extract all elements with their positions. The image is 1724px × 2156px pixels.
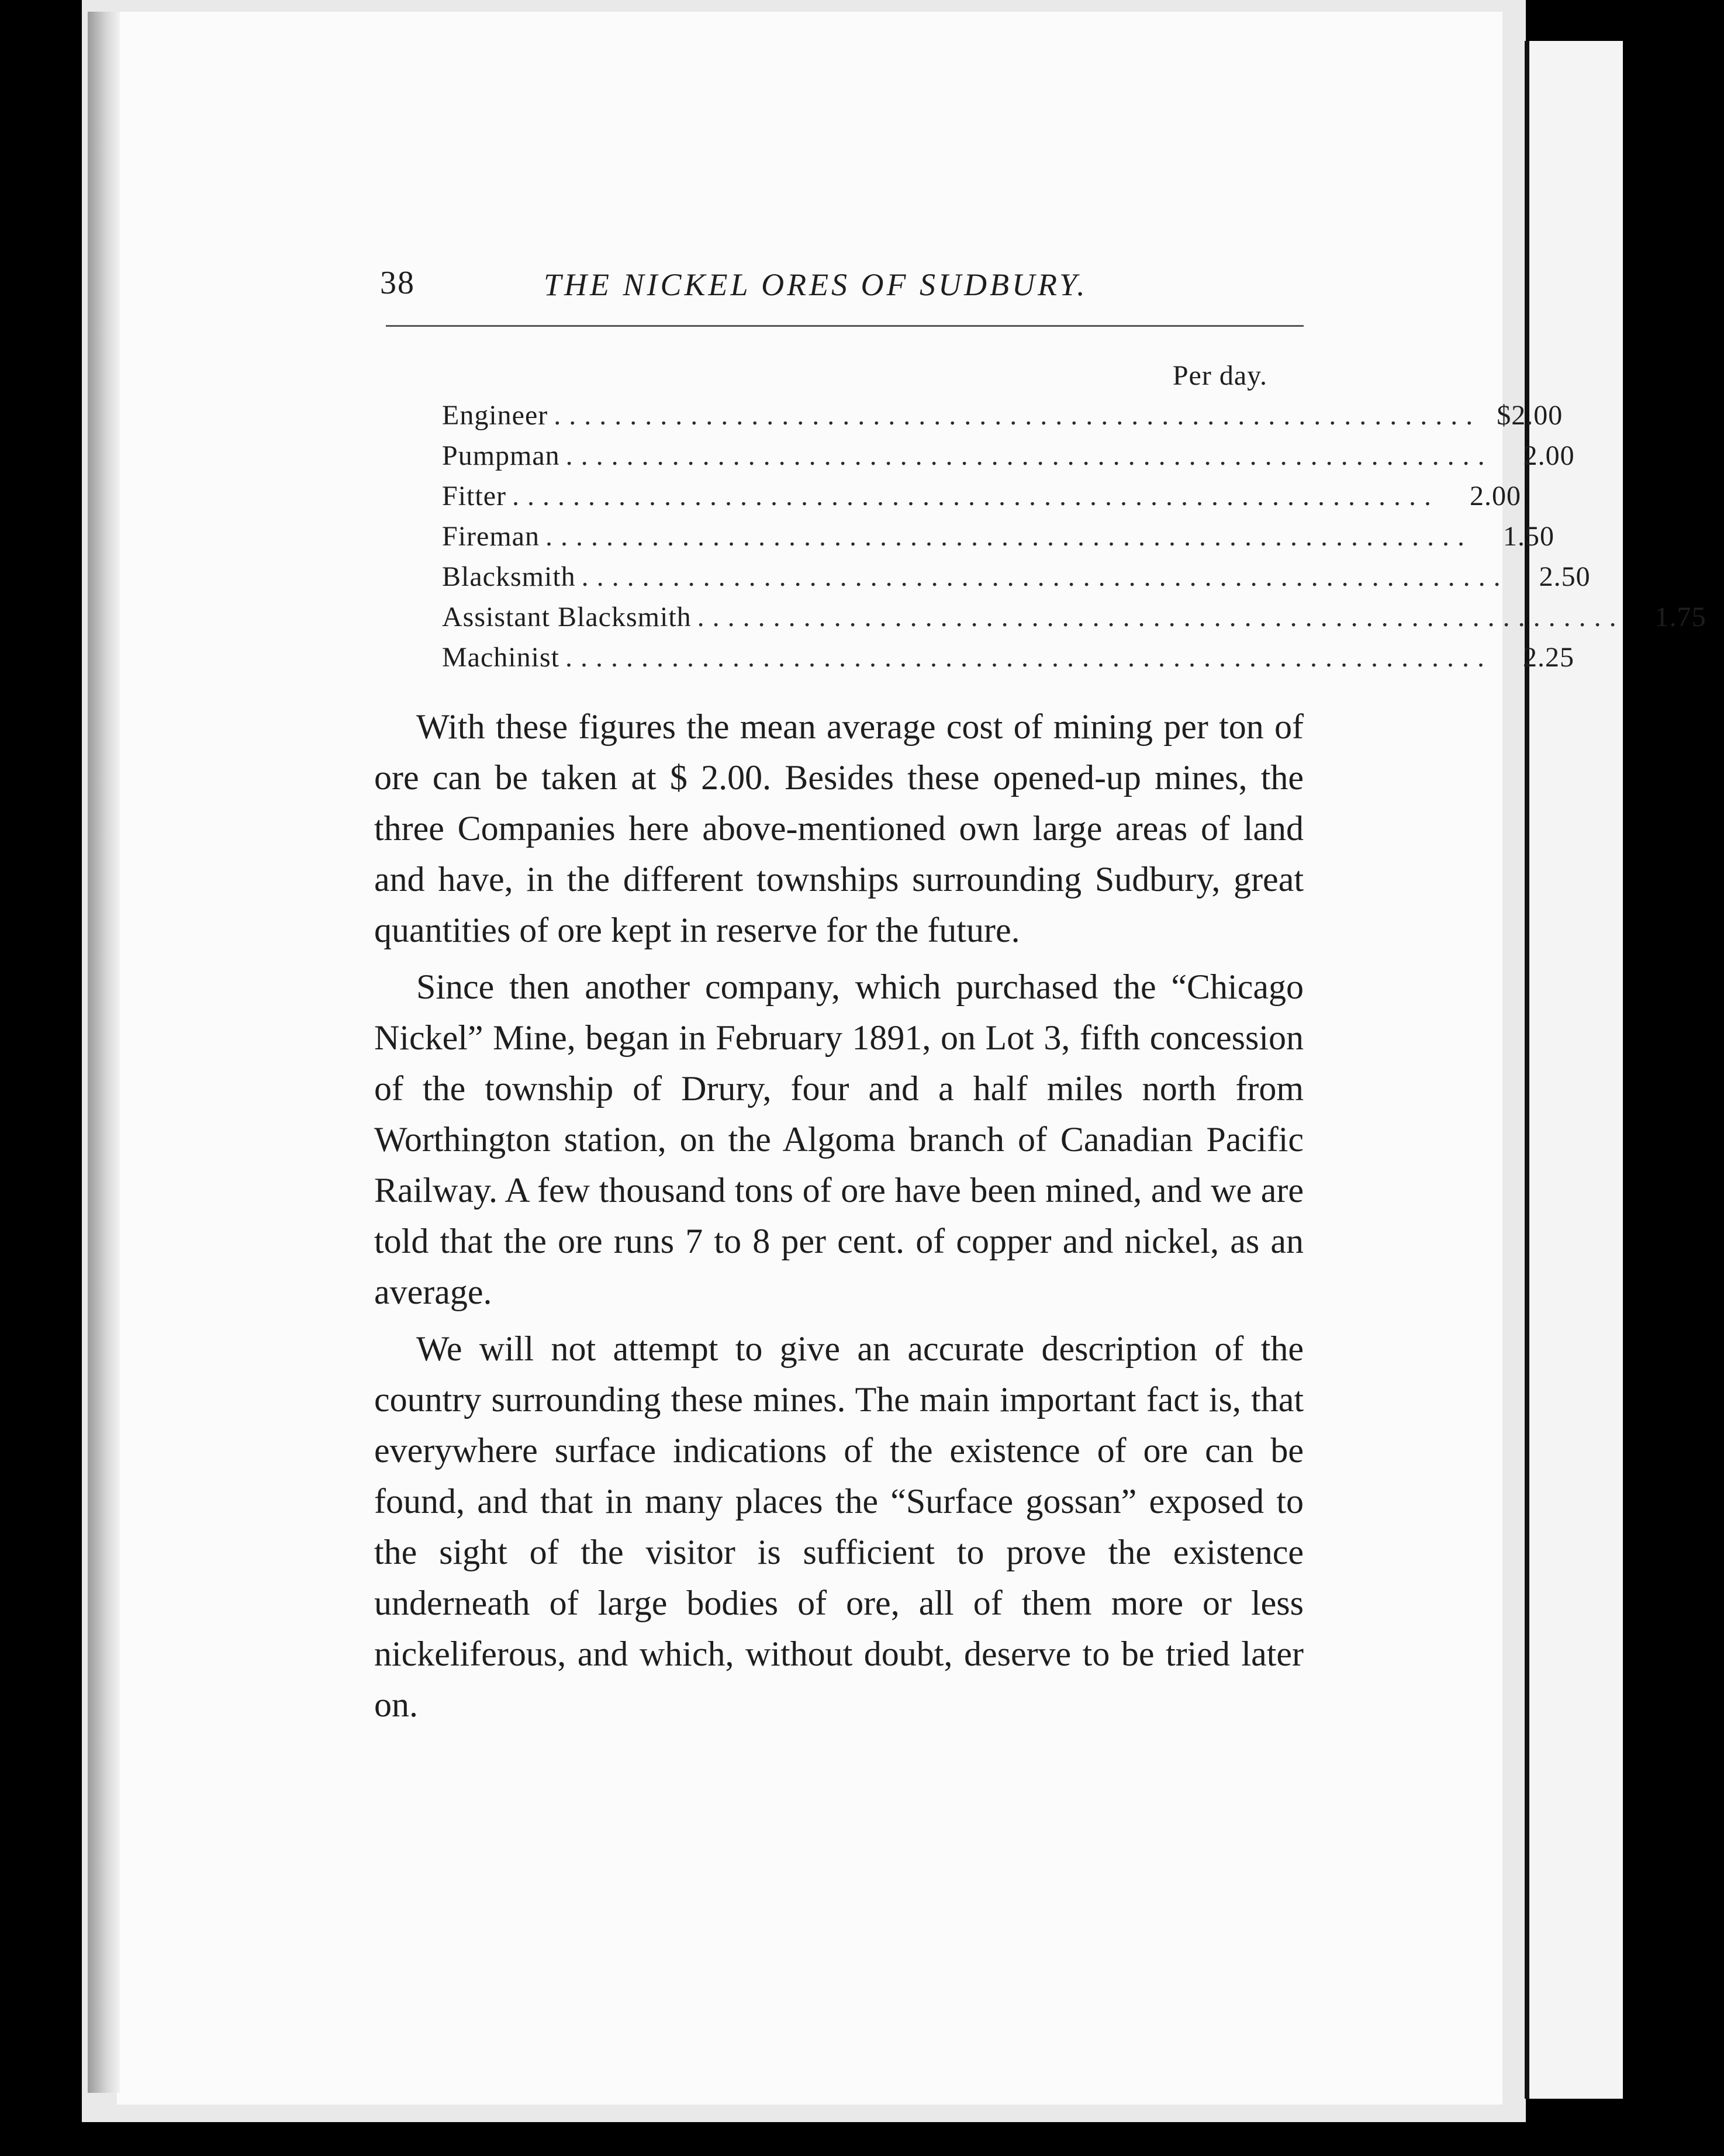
body-text — [374, 702, 1304, 1736]
wage-row-pumpman — [442, 436, 1575, 476]
paragraph-mining-cost: With these figures the mean average cost of mining per ton of ore can be taken at $ 2.00. Besides these opened-up mines, the three Companies here above-mentioned own large areas of land and have, in the different townships surrounding Sudbury, great quantities of ore kept in reserve for the future. — [374, 707, 1304, 949]
daily-rate: 1.75 — [1654, 602, 1706, 633]
daily-rate: 2.25 — [1522, 642, 1574, 673]
dot-leader: ............................................................. — [545, 521, 1473, 552]
wage-row-assistant-blacksmith — [442, 597, 1706, 637]
daily-rate: 2.50 — [1539, 561, 1591, 592]
daily-rate: 2.00 — [1523, 440, 1575, 471]
occupation-label: Machinist — [442, 642, 559, 673]
dot-leader: ............................................................. — [565, 642, 1492, 673]
paragraph-country-description: We will not attempt to give an accurate description of the country surrounding these mines. The main important fact is, that everywhere surface indications of the existence of ore can be found, and that in many places the “Surface gossan” exposed to the sight of the visitor is sufficient to prove the existence underneath of large bodies of ore, all of them more or less nickeliferous, and which, without doubt, deserve to be tried later on. — [374, 1329, 1304, 1724]
page-number: 38 — [380, 265, 415, 301]
wage-row-blacksmith — [442, 557, 1591, 597]
wage-row-engineer — [442, 395, 1563, 436]
running-title: THE NICKEL ORES OF SUDBURY. — [544, 267, 1088, 302]
wage-row-machinist — [442, 637, 1574, 678]
dot-leader: ............................................................. — [554, 400, 1481, 431]
daily-rate: 1.50 — [1502, 521, 1554, 552]
dot-leader: ............................................................. — [565, 440, 1493, 471]
occupation-label: Engineer — [442, 400, 548, 431]
occupation-label: Blacksmith — [442, 561, 576, 592]
occupation-label: Assistant Blacksmith — [442, 602, 692, 633]
dot-leader: ............................................................. — [581, 561, 1509, 592]
daily-rate: $2.00 — [1497, 400, 1563, 431]
wage-row-fitter — [442, 476, 1521, 516]
adjacent-page-edge — [1525, 41, 1623, 2099]
occupation-label: Fitter — [442, 481, 506, 512]
daily-rate: 2.00 — [1470, 481, 1521, 512]
dot-leader: ............................................................. — [697, 602, 1625, 633]
wage-table-column-header: Per day. — [1172, 360, 1267, 391]
dot-leader: ............................................................. — [512, 481, 1439, 512]
wage-row-fireman — [442, 516, 1554, 557]
occupation-label: Fireman — [442, 521, 540, 552]
occupation-label: Pumpman — [442, 440, 560, 471]
page-header — [380, 264, 1304, 311]
header-rule — [386, 325, 1304, 327]
spine-shadow — [88, 12, 120, 2093]
paragraph-chicago-nickel-mine: Since then another company, which purchased the “Chicago Nickel” Mine, began in February 1891, on Lot 3, fifth concession of the township of Drury, four and a half miles north from Worthington station, on the Algoma branch of Canadian Pacific Railway. A few thousand tons of ore have been mined, and we are told that the ore runs 7 to 8 per cent. of copper and nickel, as an average. — [374, 968, 1304, 1311]
wage-table — [442, 357, 1706, 678]
